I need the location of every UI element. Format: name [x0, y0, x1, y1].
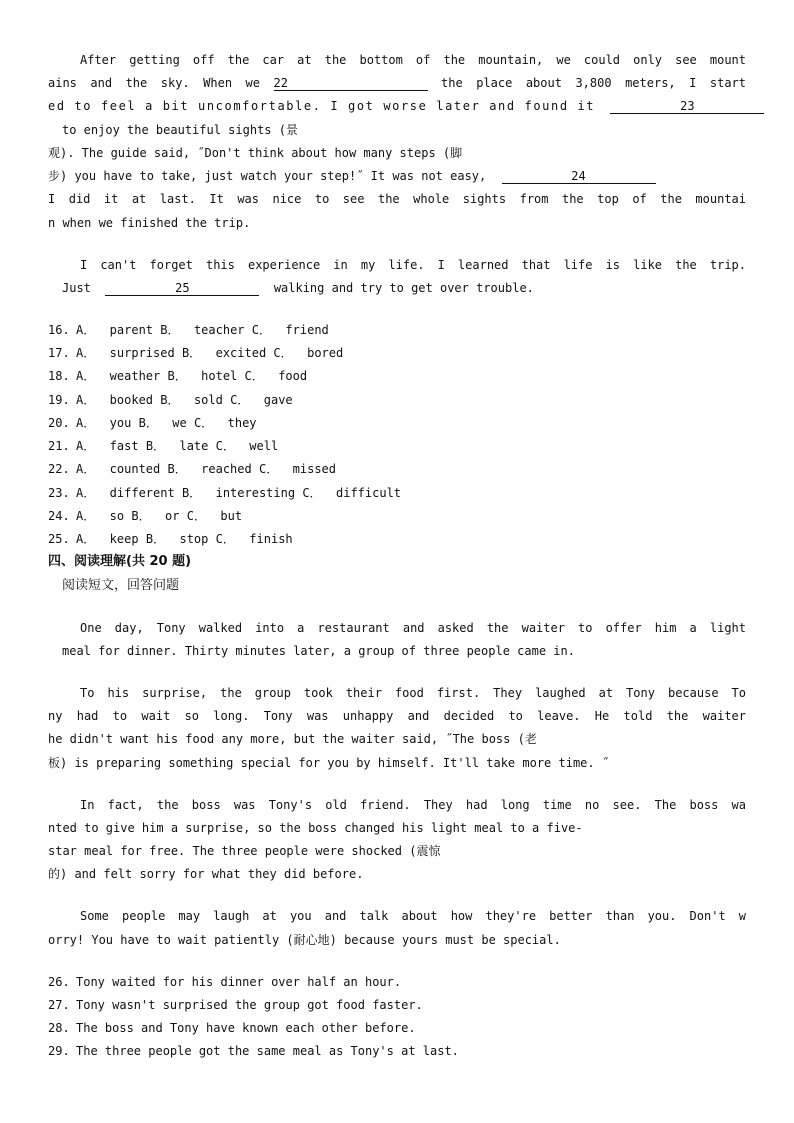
blank-24[interactable]: 24 — [502, 170, 656, 184]
option-c[interactable]: C． well — [215, 439, 279, 453]
question-number: 22. — [48, 462, 70, 476]
option-a[interactable]: A． different — [76, 486, 175, 500]
option-b[interactable]: B． or — [131, 509, 180, 523]
question-number: 19. — [48, 393, 70, 407]
text-segment: Just — [62, 281, 91, 295]
option-row — [48, 323, 746, 338]
passage2-line: orry! You have to wait patiently (耐心地) because yours must be special. — [48, 933, 561, 947]
question-number: 27. — [48, 998, 70, 1012]
option-c[interactable]: C． they — [193, 416, 257, 430]
question-number: 28. — [48, 1021, 70, 1035]
option-c[interactable]: C． missed — [258, 462, 336, 476]
blank-25[interactable]: 25 — [105, 282, 259, 296]
statement-text: Tony wasn't surprised the group got food faster. — [76, 998, 423, 1012]
option-a[interactable]: A． parent — [76, 323, 154, 337]
option-b[interactable]: B． sold — [160, 393, 223, 407]
text-segment: ed to feel a bit uncomfortable. I got worse later and found it — [48, 99, 596, 113]
option-a[interactable]: A． booked — [76, 393, 154, 407]
option-row — [48, 509, 746, 524]
option-c[interactable]: C． bored — [273, 346, 344, 360]
option-b[interactable]: B． stop — [145, 532, 209, 546]
option-c[interactable]: C． gave — [230, 393, 293, 407]
passage2-line: Some people may laugh at you and talk about how they're better than you. Don't w — [80, 909, 746, 923]
option-row — [48, 532, 746, 547]
option-b[interactable]: B． interesting — [181, 486, 296, 500]
option-c[interactable]: C． difficult — [302, 486, 402, 500]
passage1-line: to enjoy the beautiful sights (景 — [62, 123, 298, 137]
option-row — [48, 346, 746, 361]
statement-row — [48, 1021, 746, 1036]
blank-22[interactable]: 22 — [274, 77, 428, 91]
passage2-line: To his surprise, the group took their food first. They laughed at Tony because To — [80, 686, 746, 700]
passage2-line: meal for dinner. Thirty minutes later, a group of three people came in. — [62, 644, 575, 658]
passage1-line — [48, 99, 746, 114]
question-number: 24. — [48, 509, 70, 523]
passage1-line: I can't forget this experience in my life. I learned that life is like the trip. — [80, 258, 746, 272]
option-row — [48, 486, 746, 501]
question-number: 25. — [48, 532, 70, 546]
passage2-line: star meal for free. The three people were shocked (震惊 — [48, 844, 441, 858]
section-subtitle: 阅读短文，回答问题 — [62, 578, 180, 593]
question-number: 21. — [48, 439, 70, 453]
option-c[interactable]: C． friend — [251, 323, 329, 337]
option-c[interactable]: C． food — [244, 369, 308, 383]
passage1-line: After getting off the car at the bottom of the mountain, we could only see mount — [80, 53, 746, 67]
text-segment: ains and the sky. When we — [48, 76, 260, 90]
option-a[interactable]: A． surprised — [76, 346, 175, 360]
passage1-line — [48, 169, 746, 184]
option-row — [48, 393, 746, 408]
question-number: 20. — [48, 416, 70, 430]
option-a[interactable]: A． fast — [76, 439, 139, 453]
passage2-line: he didn't want his food any more, but the waiter said, ˝The boss (老 — [48, 732, 537, 746]
option-b[interactable]: B． we — [138, 416, 187, 430]
statement-text: The boss and Tony have known each other before. — [76, 1021, 416, 1035]
option-b[interactable]: B． late — [145, 439, 209, 453]
option-b[interactable]: B． reached — [167, 462, 252, 476]
option-a[interactable]: A． counted — [76, 462, 161, 476]
option-b[interactable]: B． excited — [181, 346, 267, 360]
question-number: 17. — [48, 346, 70, 360]
option-a[interactable]: A． keep — [76, 532, 139, 546]
text-segment: 步) you have to take, just watch your step!˝ It was not easy, — [48, 169, 487, 183]
question-number: 16. — [48, 323, 70, 337]
question-number: 23. — [48, 486, 70, 500]
passage2-line: 的) and felt sorry for what they did before. — [48, 867, 364, 881]
statement-row — [48, 1044, 746, 1059]
text-segment: walking and try to get over trouble. — [273, 281, 534, 295]
option-a[interactable]: A． weather — [76, 369, 161, 383]
passage2-line: One day, Tony walked into a restaurant and asked the waiter to offer him a light — [80, 621, 746, 635]
passage1-line: 观). The guide said, ˝Don't think about how many steps (脚 — [48, 146, 463, 160]
statement-text: Tony waited for his dinner over half an hour. — [76, 975, 402, 989]
option-row — [48, 439, 746, 454]
question-number: 29. — [48, 1044, 70, 1058]
question-number: 26. — [48, 975, 70, 989]
option-row — [48, 369, 746, 384]
option-row — [48, 416, 746, 431]
statement-row — [48, 998, 746, 1013]
option-b[interactable]: B． hotel — [167, 369, 238, 383]
section-title: 四、阅读理解(共 20 题) — [48, 554, 192, 569]
option-a[interactable]: A． you — [76, 416, 132, 430]
option-row — [48, 462, 746, 477]
passage1-line: n when we finished the trip. — [48, 216, 251, 230]
passage2-line: nted to give him a surprise, so the boss changed his light meal to a five- — [48, 821, 583, 835]
passage1-line — [48, 76, 746, 91]
text-segment: the place about 3,800 meters, I start — [441, 76, 747, 90]
statement-text: The three people got the same meal as Tony's at last. — [76, 1044, 459, 1058]
option-c[interactable]: C． but — [186, 509, 243, 523]
blank-23[interactable]: 23 — [610, 100, 764, 114]
passage1-line — [62, 281, 760, 296]
option-c[interactable]: C． finish — [215, 532, 293, 546]
option-a[interactable]: A． so — [76, 509, 125, 523]
passage2-line: 板) is preparing something special for you by himself. It'll take more time. ˝ — [48, 756, 610, 770]
statement-row — [48, 975, 746, 990]
passage1-line: I did it at last. It was nice to see the whole sights from the top of the mountai — [48, 192, 746, 206]
passage2-line: In fact, the boss was Tony's old friend. They had long time no see. The boss wa — [80, 798, 746, 812]
passage2-line: ny had to wait so long. Tony was unhappy and decided to leave. He told the waiter — [48, 709, 746, 723]
option-b[interactable]: B． teacher — [160, 323, 245, 337]
question-number: 18. — [48, 369, 70, 383]
